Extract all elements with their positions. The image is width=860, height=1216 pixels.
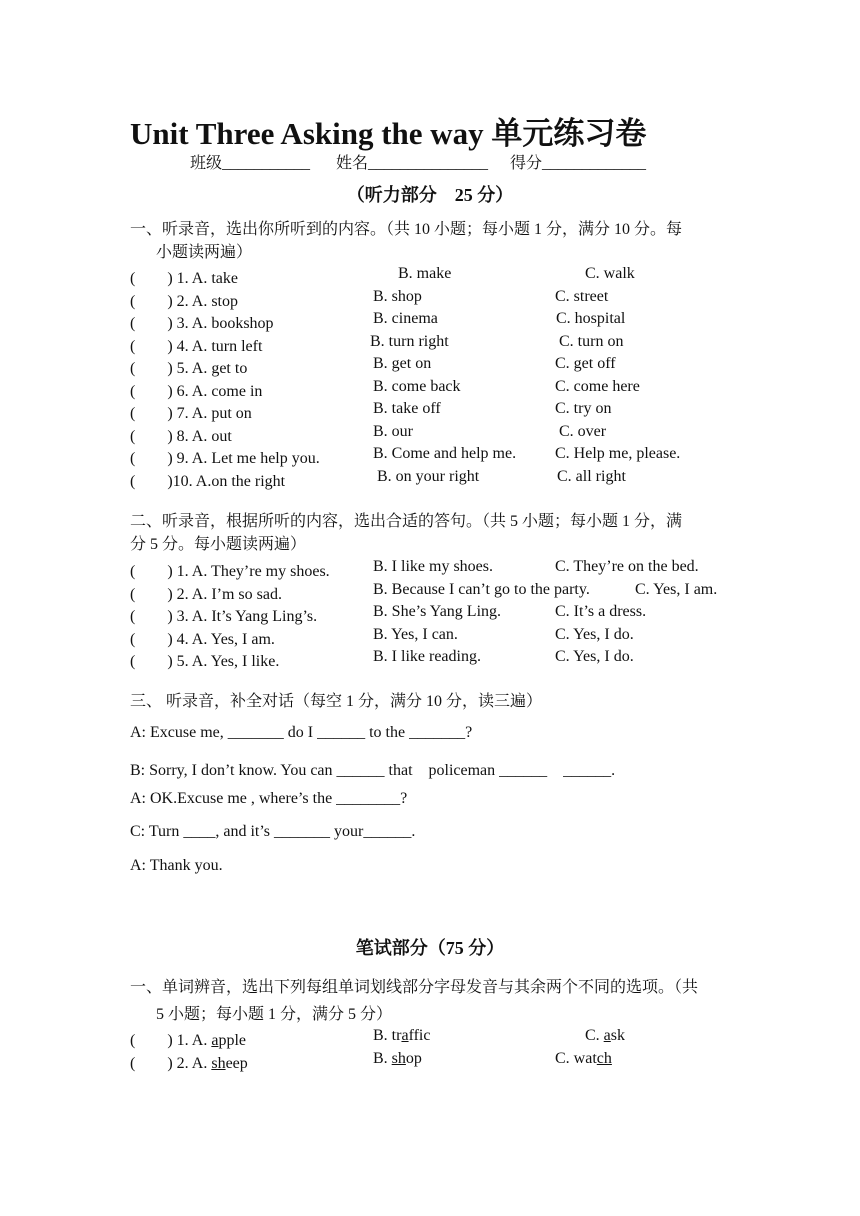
- dialogue-line: A: OK.Excuse me , where’s the ________?: [130, 790, 408, 807]
- question-row: ( ) 7. A. put on B. take off C. try on: [130, 400, 612, 422]
- question-row: ( )10. A.on the right B. on your right C. all right: [130, 468, 626, 490]
- underlined-letters: ch: [596, 1050, 612, 1067]
- question-row: ( ) 2. A. sheep B. shop C. watch: [130, 1050, 612, 1072]
- question-row: ( ) 3. A. bookshop B. cinema C. hospital: [130, 310, 626, 332]
- question-row: ( ) 2. A. stop B. shop C. street: [130, 288, 609, 310]
- question-row: ( ) 3. A. It’s Yang Ling’s. B. She’s Yang Ling. C. It’s a dress.: [130, 603, 647, 625]
- underlined-letters: sh: [391, 1050, 406, 1067]
- written-part1-instruction: 一、单词辨音，选出下列每组单词划线部分字母发音与其余两个不同的选项。（共 5 小题；每小题 1 分，满分 5 分）: [130, 979, 699, 1023]
- listening-heading: （听力部分 25 分）: [346, 185, 514, 205]
- dialogue-line: B: Sorry, I don’t know. You can ______ that policeman ______ ______.: [130, 762, 616, 779]
- dialogue-line: C: Turn ____, and it’s _______ your______.: [130, 823, 416, 840]
- student-info-line: [190, 150, 646, 173]
- score-field: 得分_____________: [510, 155, 647, 172]
- listening-part1-instruction: 一、听录音，选出你所听到的内容。（共 10 小题；每小题 1 分，满分 10 分。每 小题读两遍）: [130, 221, 683, 261]
- name-field: 姓名_______________: [336, 155, 489, 172]
- question-row: ( ) 9. A. Let me help you. B. Come and help me. C. Help me, please.: [130, 445, 681, 467]
- question-row: ( ) 5. A. Yes, I like. B. I like reading. C. Yes, I do.: [130, 648, 634, 670]
- page-title: Unit Three Asking the way 单元练习卷: [130, 116, 647, 151]
- listening-part2-instruction: 二、听录音，根据所听的内容，选出合适的答句。（共 5 小题；每小题 1 分，满 分 5 分。每小题读两遍）: [130, 513, 683, 553]
- question-row: ( ) 4. A. Yes, I am. B. Yes, I can. C. Yes, I do.: [130, 626, 634, 648]
- question-row: ( ) 8. A. out B. our C. over: [130, 423, 607, 445]
- question-row: ( ) 1. A. They’re my shoes. B. I like my shoes. C. They’re on the bed.: [130, 558, 699, 580]
- question-row: ( ) 2. A. I’m so sad. B. Because I can’t go to the party. C. Yes, I am.: [130, 581, 718, 603]
- underlined-letters: a: [211, 1032, 219, 1049]
- underlined-letters: a: [603, 1027, 611, 1044]
- listening-part3-instruction: 三、 听录音，补全对话（每空 1 分，满分 10 分，读三遍）: [130, 693, 543, 710]
- class-field: 班级___________: [190, 155, 311, 172]
- question-row: ( ) 1. A. apple B. traffic C. ask: [130, 1027, 626, 1049]
- question-row: ( ) 4. A. turn left B. turn right C. turn on: [130, 333, 624, 355]
- dialogue-line: A: Thank you.: [130, 857, 223, 874]
- underlined-letters: sh: [211, 1055, 226, 1072]
- question-row: ( ) 5. A. get to B. get on C. get off: [130, 355, 616, 377]
- dialogue-line: A: Excuse me, _______ do I ______ to the _______?: [130, 724, 473, 741]
- written-heading: 笔试部分（75 分）: [355, 938, 505, 958]
- question-row: ( ) 1. A. take B. make C. walk: [130, 265, 635, 287]
- question-row: ( ) 6. A. come in B. come back C. come here: [130, 378, 640, 400]
- underlined-letters: a: [401, 1027, 409, 1044]
